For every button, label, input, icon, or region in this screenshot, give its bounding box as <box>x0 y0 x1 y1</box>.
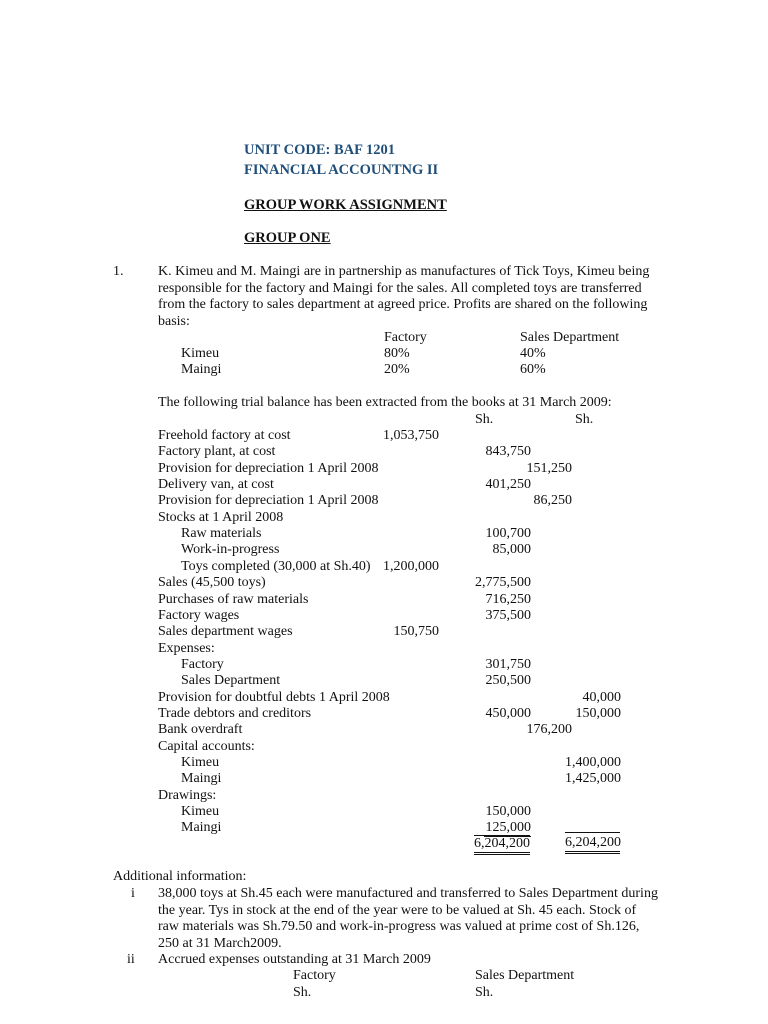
total-credit: 6,204,200 <box>565 835 620 854</box>
tb-row-label: Delivery van, at cost <box>158 477 274 493</box>
tb-row-label: Bank overdraft <box>158 722 243 738</box>
share-factory: 20% <box>384 362 410 377</box>
tb-row-amount: 716,250 <box>485 591 531 607</box>
tb-row-label: Freehold factory at cost <box>158 428 291 443</box>
tb-row-amount: 1,053,750 <box>383 428 439 443</box>
tb-row-label: Kimeu <box>181 804 220 820</box>
item-number: ii <box>127 952 135 967</box>
tb-row-amount: 250,500 <box>485 673 531 689</box>
tb-row-label: Maingi <box>181 820 222 836</box>
tb-row-amount: 301,750 <box>485 656 531 672</box>
tb-row-label: Drawings: <box>158 787 217 803</box>
credit-rule <box>565 832 620 833</box>
assignment-title: GROUP WORK ASSIGNMENT <box>244 197 447 213</box>
course-title: FINANCIAL ACCOUNTNG II <box>244 162 439 178</box>
item-text: Accrued expenses outstanding at 31 March 2009 <box>158 952 431 967</box>
accrued-header-sales: Sales Department <box>475 968 575 983</box>
tb-row-amount: 125,000 <box>485 820 531 836</box>
group-title: GROUP ONE <box>244 230 331 246</box>
tb-row-amount: 86,250 <box>533 493 572 509</box>
unit-code: UNIT CODE: BAF 1201 <box>244 142 396 158</box>
tb-row-amount: 450,000 <box>485 705 531 721</box>
share-header-sales: Sales Department <box>520 330 620 345</box>
tb-row-amount: 375,500 <box>485 607 531 623</box>
col-header-sh: Sh. <box>475 412 494 427</box>
tb-row-amount: 1,400,000 <box>565 755 621 770</box>
share-sales: 60% <box>520 362 546 377</box>
tb-row-label: Sales department wages <box>158 624 293 640</box>
tb-row-label: Trade debtors and creditors <box>158 705 312 721</box>
tb-row-amount: 1,425,000 <box>565 771 621 787</box>
tb-row-label: Toys completed (30,000 at Sh.40) <box>181 558 371 574</box>
tb-row-amount: 100,700 <box>485 526 531 542</box>
question-intro: K. Kimeu and M. Maingi are in partnership as manufactures of Tick Toys, Kimeu being responsible for the factory and Maingi for the sales. All completed toys are transferred from the factory to sales department at agreed price. Profits are shared on the following basis: <box>158 264 650 329</box>
share-name: Kimeu <box>181 346 220 361</box>
tb-row-amount: 85,000 <box>492 542 531 558</box>
share-factory: 80% <box>384 346 410 361</box>
tb-row-label: Maingi <box>181 771 222 787</box>
tb-row-label: Provision for doubtful debts 1 April 2008 <box>158 689 390 705</box>
tb-row-amount: 1,200,000 <box>383 558 439 574</box>
tb-row-label: Raw materials <box>181 526 262 542</box>
tb-row-label: Expenses: <box>158 640 215 656</box>
trial-balance-intro: The following trial balance has been extracted from the books at 31 March 2009: <box>158 395 612 410</box>
tb-row-amount: 176,200 <box>526 722 572 738</box>
accrued-unit: Sh. <box>293 985 312 1000</box>
tb-row-amount: 2,775,500 <box>475 575 531 591</box>
tb-row-label: Work-in-progress <box>181 542 280 558</box>
tb-row-amount: 40,000 <box>582 689 621 705</box>
additional-title: Additional information: <box>113 869 247 884</box>
tb-row-label: Kimeu <box>181 755 220 770</box>
tb-row-amount: 150,000 <box>485 804 531 820</box>
tb-row-amount: 401,250 <box>485 477 531 493</box>
tb-row-label: Factory <box>181 656 224 672</box>
total-debit: 6,204,200 <box>474 835 530 855</box>
question-number: 1. <box>113 264 124 279</box>
item-number: i <box>131 886 135 901</box>
tb-row-amount: 150,000 <box>575 705 621 721</box>
tb-row-label: Provision for depreciation 1 April 2008 <box>158 460 379 476</box>
tb-row-label: Factory wages <box>158 607 240 623</box>
tb-row-label: Factory plant, at cost <box>158 444 276 460</box>
tb-row-amount: 150,750 <box>393 624 439 640</box>
accrued-header-factory: Factory <box>293 968 336 983</box>
accrued-unit: Sh. <box>475 985 494 1000</box>
tb-row-label: Purchases of raw materials <box>158 591 309 607</box>
tb-row-label: Capital accounts: <box>158 738 255 754</box>
tb-row-label: Stocks at 1 April 2008 <box>158 509 284 525</box>
tb-row-label: Sales Department <box>181 673 281 689</box>
col-header-sh: Sh. <box>575 412 594 427</box>
item-text: 38,000 toys at Sh.45 each were manufactured and transferred to Sales Department during the year. Tys in stock at the end of the year were to be valued at Sh. 45 each. Stock of raw materials was Sh.79.50 and work-in-progress was valued at prime cost of Sh.126, 250 at 31 March2009. <box>158 886 658 951</box>
tb-row-label: Sales (45,500 toys) <box>158 575 266 591</box>
tb-row-label: Provision for depreciation 1 April 2008 <box>158 493 379 509</box>
tb-row-amount: 843,750 <box>485 444 531 460</box>
share-name: Maingi <box>181 362 222 377</box>
tb-row-amount: 151,250 <box>526 460 572 476</box>
share-sales: 40% <box>520 346 546 361</box>
share-header-factory: Factory <box>384 330 427 345</box>
